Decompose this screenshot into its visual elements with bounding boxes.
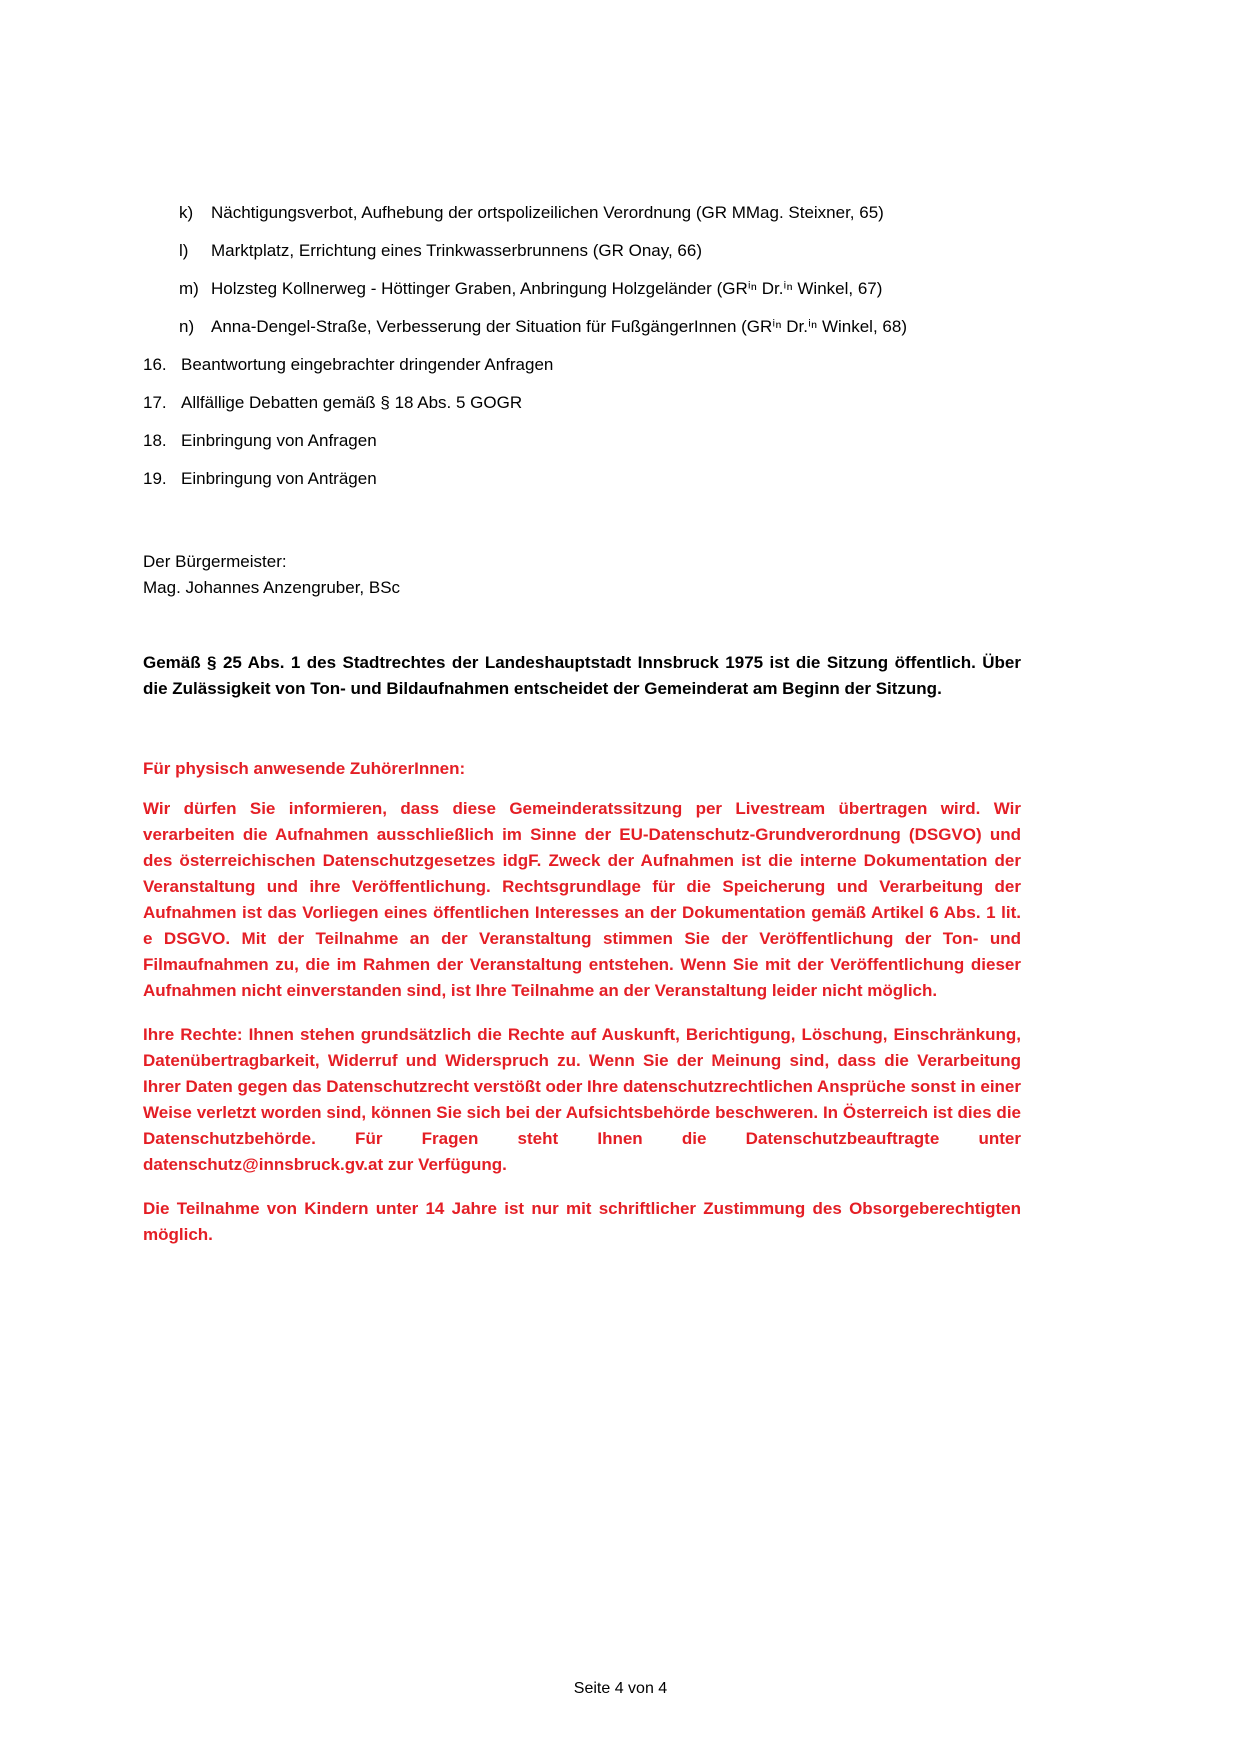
privacy-notice-paragraphs xyxy=(143,796,1021,1248)
agenda-subitem-text: Marktplatz, Errichtung eines Trinkwasserbrunnens (GR Onay, 66) xyxy=(211,241,702,260)
agenda-item-text: Einbringung von Anträgen xyxy=(181,469,377,488)
signature-name: Mag. Johannes Anzengruber, BSc xyxy=(143,578,401,597)
agenda-item xyxy=(143,352,1021,378)
privacy-paragraph: Wir dürfen Sie informieren, dass diese Gemeinderatssitzung per Livestream übertragen wird. Wir verarbeiten die Aufnahmen ausschließlich im Sinne der EU-Datenschutz-Grundverordnung (DSGVO) und des österreichischen Datenschutzgesetzes idgF. Zweck der Aufnahmen ist die interne Dokumentation der Veranstaltung und ihre Veröffentlichung. Rechtsgrundlage für die Speicherung und Verarbeitung der Aufnahmen ist das Vorliegen eines öffentlichen Interesses an der Dokumentation gemäß Artikel 6 Abs. 1 lit. e DSGVO. Mit der Teilnahme an der Veranstaltung stimmen Sie der Veröffentlichung der Ton- und Filmaufnahmen zu, die im Rahmen der Veranstaltung entstehen. Wenn Sie mit der Veröffentlichung dieser Aufnahmen nicht einverstanden sind, ist Ihre Teilnahme an der Veranstaltung leider nicht möglich. xyxy=(143,799,1021,1000)
agenda-item xyxy=(143,390,1021,416)
privacy-notice-heading: Für physisch anwesende ZuhörerInnen: xyxy=(143,759,466,778)
agenda-item-text: Beantwortung eingebrachter dringender Anfragen xyxy=(181,355,554,374)
agenda-item-number: 19. xyxy=(143,469,167,488)
agenda-subitem-label: l) xyxy=(179,241,189,260)
agenda-item-number: 16. xyxy=(143,355,167,374)
signature-role: Der Bürgermeister: xyxy=(143,552,287,571)
agenda-item-text: Allfällige Debatten gemäß § 18 Abs. 5 GOGR xyxy=(181,393,523,412)
agenda-subitem xyxy=(143,276,1021,302)
agenda-item-number: 18. xyxy=(143,431,167,450)
privacy-paragraph: Ihre Rechte: Ihnen stehen grundsätzlich die Rechte auf Auskunft, Berichtigung, Löschung, Einschränkung, Datenübertragbarkeit, Widerruf und Widerspruch zu. Wenn Sie der Meinung sind, dass die Verarbeitung Ihrer Daten gegen das Datenschutzrecht verstößt oder Ihre datenschutzrechtlichen Ansprüche sonst in einer Weise verletzt worden sind, können Sie sich bei der Aufsichtsbehörde beschweren. In Österreich ist dies die Datenschutzbehörde. Für Fragen steht Ihnen die Datenschutzbeauftragte unter datenschutz@innsbruck.gv.at zur Verfügung. xyxy=(143,1025,1021,1174)
agenda-item xyxy=(143,428,1021,454)
agenda-item-text: Einbringung von Anfragen xyxy=(181,431,377,450)
privacy-paragraph: Die Teilnahme von Kindern unter 14 Jahre ist nur mit schriftlicher Zustimmung des Obsorgeberechtigten möglich. xyxy=(143,1199,1021,1244)
document-body xyxy=(143,200,1021,1266)
agenda-subitem xyxy=(143,314,1021,340)
agenda-item xyxy=(143,466,1021,492)
agenda-subitem-label: n) xyxy=(179,317,195,336)
agenda-subitem-label: k) xyxy=(179,203,194,222)
page-number: Seite 4 von 4 xyxy=(573,1680,668,1697)
signature-block xyxy=(143,549,1021,601)
agenda-subitem-text: Holzsteg Kollnerweg - Höttinger Graben, Anbringung Holzgeländer (GRⁱⁿ Dr.ⁱⁿ Winkel, 67) xyxy=(211,279,883,298)
agenda-subitem-text: Anna-Dengel-Straße, Verbesserung der Situation für FußgängerInnen (GRⁱⁿ Dr.ⁱⁿ Winkel, 68) xyxy=(211,317,907,336)
agenda-subitem xyxy=(143,238,1021,264)
agenda-subitem-text: Nächtigungsverbot, Aufhebung der ortspolizeilichen Verordnung (GR MMag. Steixner, 65) xyxy=(211,203,884,222)
agenda-numbered-list xyxy=(143,352,1021,492)
agenda-subitem-label: m) xyxy=(179,279,199,298)
agenda-subitem xyxy=(143,200,1021,226)
agenda-item-number: 17. xyxy=(143,393,167,412)
public-session-notice: Gemäß § 25 Abs. 1 des Stadtrechtes der Landeshauptstadt Innsbruck 1975 ist die Sitzung öffentlich. Über die Zulässigkeit von Ton- und Bildaufnahmen entscheidet der Gemeinderat am Beginn der Sitzung. xyxy=(143,653,1021,698)
agenda-lettered-list xyxy=(143,200,1021,340)
